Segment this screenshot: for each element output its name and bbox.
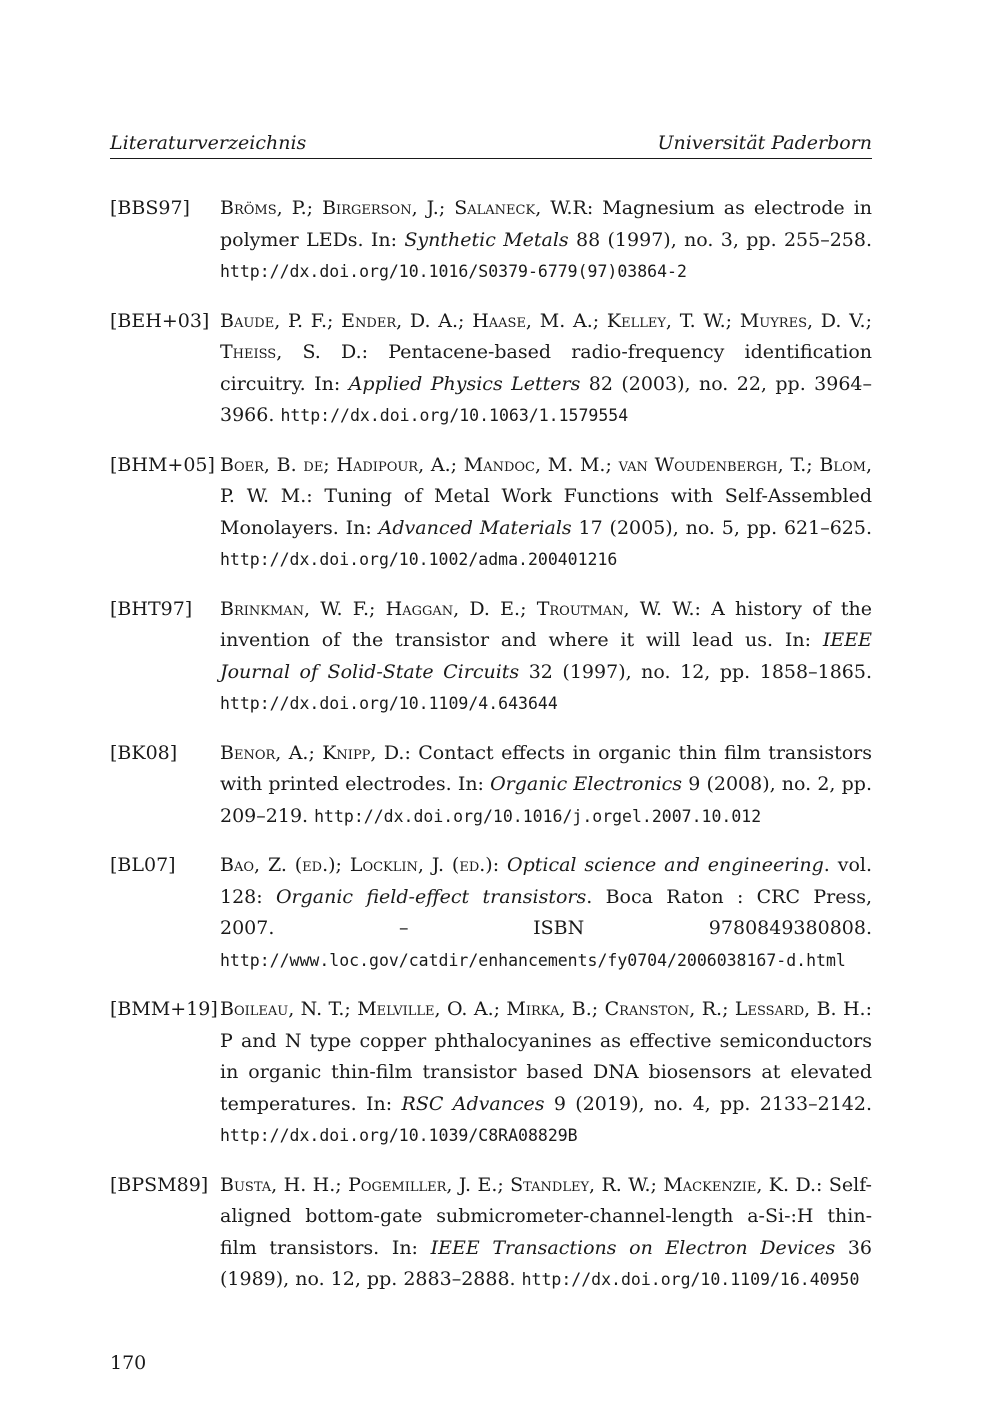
reference-body <box>220 450 872 576</box>
reference-title: P and N type copper phthalocyanines as effective semiconductors in organic thin-film transistor based DNA biosensors at elevated temperatures. In: <box>220 1029 872 1115</box>
reference-details: 17 (2005), no. 5, pp. 621–625. <box>571 516 873 539</box>
reference-body <box>220 306 872 432</box>
reference-title: Tuning of Metal Work Functions with Self-Assembled Monolayers. In: <box>220 485 872 539</box>
reference-details: 9 (2019), no. 4, pp. 2133–2142. <box>544 1092 872 1115</box>
reference-url[interactable]: http://dx.doi.org/10.1039/C8RA08829B <box>220 1126 578 1145</box>
reference-title: Magnesium as electrode in polymer LEDs. In: <box>220 197 873 251</box>
reference-key: [BK08] <box>110 741 178 764</box>
header-chapter-title: Literaturverzeichnis <box>110 132 307 154</box>
reference-venue: Synthetic Metals <box>404 228 569 251</box>
reference-title: Self-aligned bottom-gate submicrometer-channel-length a-Si-:H thin-film transistors. In: <box>220 1173 872 1259</box>
reference-authors: Bröms, P.; Birgerson, J.; Salaneck, W.R: <box>220 197 594 219</box>
running-header <box>110 131 872 155</box>
reference-authors: Brinkman, W. F.; Haggan, D. E.; Troutman, W. W.: <box>220 597 701 620</box>
header-rule <box>110 158 872 159</box>
reference-venue: IEEE Transactions on Electron Devices <box>430 1236 836 1259</box>
reference-authors: Busta, H. H.; Pogemiller, J. E.; Standley, R. W.; Mackenzie, K. D.: <box>220 1173 823 1196</box>
reference-key: [BHM+05] <box>110 453 215 476</box>
reference-volume-title: Organic field-effect transistors <box>275 885 587 908</box>
reference-url[interactable]: http://dx.doi.org/10.1063/1.1579554 <box>280 406 629 425</box>
reference-body <box>220 1170 872 1296</box>
reference-key: [BBS97] <box>110 197 190 219</box>
header-institution: Universität Paderborn <box>657 132 872 154</box>
reference-body <box>220 994 872 1152</box>
reference-title: Pentacene-based radio-frequency identification circuitry. In: <box>220 341 873 395</box>
reference-venue: IEEE Journal of Solid-State Circuits <box>220 629 872 683</box>
reference-venue: Organic Electronics <box>490 773 683 795</box>
reference-details: 88 (1997), no. 3, pp. 255–258. <box>568 228 873 251</box>
reference-authors: Baude, P. F.; Ender, D. A.; Haase, M. A.; Kelley, T. W.; Muyres, D. V.; Theiss, S. D.: <box>220 309 872 363</box>
reference-url[interactable]: http://dx.doi.org/10.1016/S0379-6779(97)03864-2 <box>220 262 687 281</box>
reference-publisher: . Boca Raton : CRC Press, 2007. – ISBN 9780849380808. <box>220 885 872 939</box>
reference-key: [BEH+03] <box>110 309 210 332</box>
reference-title: Contact effects in organic thin film transistors with printed electrodes. In: <box>220 741 872 795</box>
reference-url[interactable]: http://www.loc.gov/catdir/enhancements/fy0704/2006038167-d.html <box>220 950 846 970</box>
reference-url[interactable]: http://dx.doi.org/10.1016/j.orgel.2007.10.012 <box>314 806 762 826</box>
reference-entry <box>110 1170 872 1296</box>
reference-entry <box>110 994 872 1152</box>
reference-venue: Advanced Materials <box>378 516 572 539</box>
reference-body <box>220 850 872 976</box>
reference-url[interactable]: http://dx.doi.org/10.1109/16.40950 <box>521 1270 860 1289</box>
reference-entry <box>110 850 872 976</box>
reference-body <box>220 738 872 833</box>
reference-entry <box>110 594 872 720</box>
reference-title <box>499 854 507 876</box>
reference-authors: Bao, Z. (ed.); Locklin, J. (ed.): <box>220 854 500 876</box>
reference-url[interactable]: http://dx.doi.org/10.1002/adma.200401216 <box>220 550 618 569</box>
reference-entry <box>110 193 872 288</box>
reference-url[interactable]: http://dx.doi.org/10.1109/4.643644 <box>220 694 558 713</box>
reference-key: [BL07] <box>110 854 176 876</box>
reference-body <box>220 594 872 720</box>
reference-authors: Boileau, N. T.; Melville, O. A.; Mirka, B.; Cranston, R.; Lessard, B. H.: <box>220 998 872 1020</box>
reference-details: 82 (2003), no. 22, pp. 3964–3966. <box>220 372 873 426</box>
reference-list <box>110 193 872 1314</box>
reference-venue: Applied Physics Letters <box>348 372 581 395</box>
reference-series: Optical science and engineering <box>507 854 824 876</box>
reference-key: [BMM+19] <box>110 998 218 1020</box>
reference-body <box>220 193 872 288</box>
reference-authors: Boer, B. de; Hadipour, A.; Mandoc, M. M.; van Woudenbergh, T.; Blom, P. W. M.: <box>220 453 872 507</box>
reference-details: 32 (1997), no. 12, pp. 1858–1865. <box>519 660 872 683</box>
reference-venue: RSC Advances <box>401 1092 545 1115</box>
reference-entry <box>110 738 872 833</box>
reference-title: A history of the invention of the transistor and where it will lead us. In: <box>220 597 872 651</box>
page-number: 170 <box>110 1352 147 1374</box>
reference-entry <box>110 306 872 432</box>
reference-authors: Benor, A.; Knipp, D.: <box>220 741 411 764</box>
reference-key: [BPSM89] <box>110 1173 209 1196</box>
reference-details: 9 (2008), no. 2, pp. 209–219. <box>220 773 872 827</box>
reference-details: . vol. 128: <box>220 854 873 908</box>
reference-entry <box>110 450 872 576</box>
reference-key: [BHT97] <box>110 597 193 620</box>
reference-details: 36 (1989), no. 12, pp. 2883–2888. <box>220 1236 873 1290</box>
